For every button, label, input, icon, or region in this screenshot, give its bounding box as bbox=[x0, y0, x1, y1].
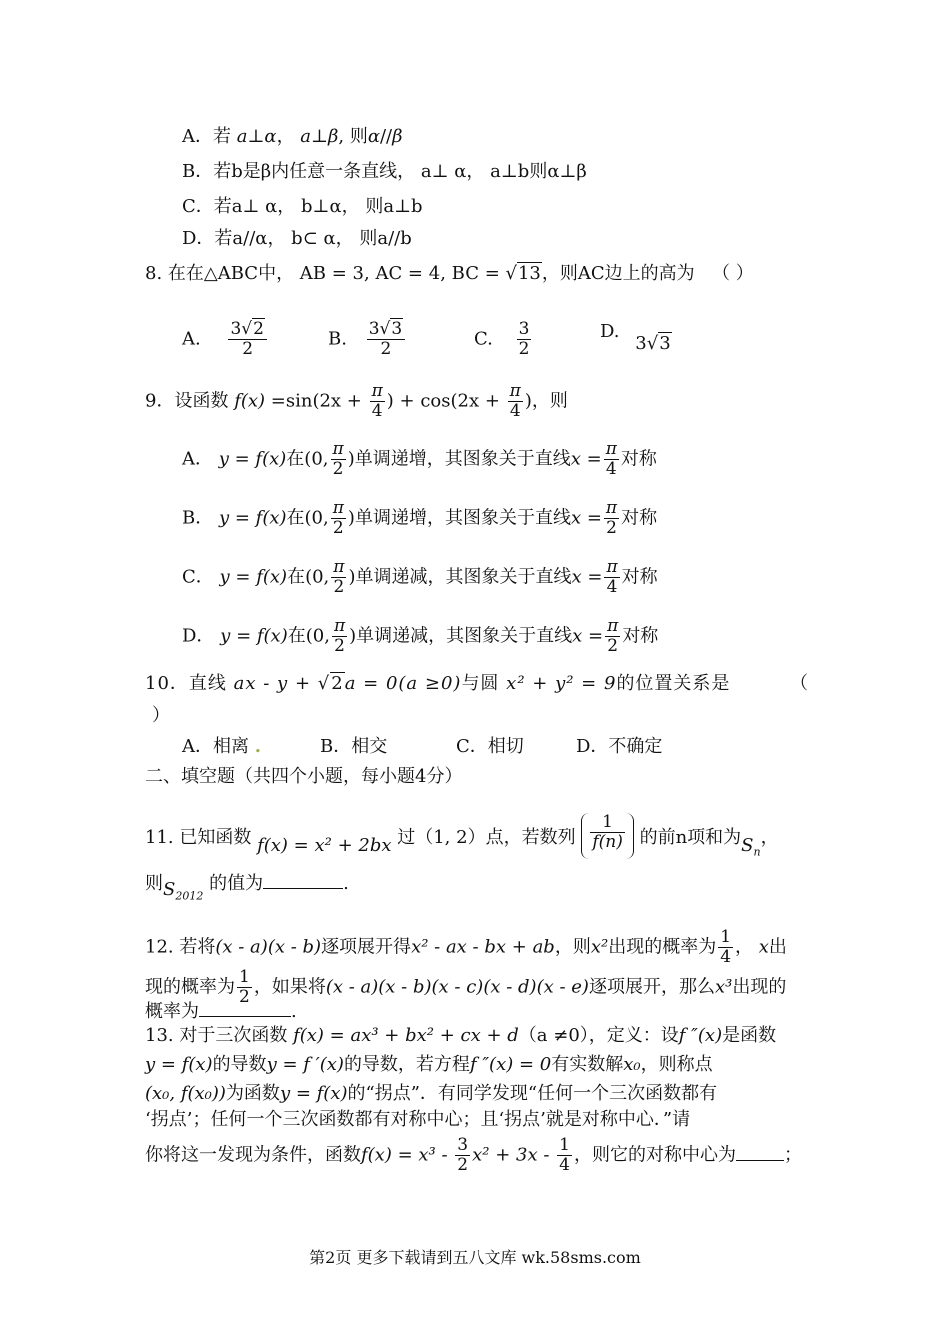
q10-option-b: B．相交 bbox=[320, 736, 388, 757]
q8-stem: 8. 在在△ABC中， AB = 3, AC = 4, BC = √13，则AC边上的高为 bbox=[145, 263, 695, 284]
q13-answer-blank[interactable] bbox=[736, 1160, 784, 1161]
q8-option-c: C. $\frac{3}{2}$ bbox=[474, 319, 530, 359]
q12-line2: 现的概率为 $\frac{1}{2}$ ，如果将(x - a)(x - b)(x - c)(x - d)(x - e)逐项展开，那么x³出现的 bbox=[145, 967, 787, 1007]
q12-line3: 概率为 . bbox=[145, 1001, 297, 1022]
q9-option-a: A． y = f(x)在(0, $\frac{\pi}{2}$ )单调递增，其图象关于直线x = $\frac{\pi}{4}$ 对称 bbox=[182, 439, 657, 479]
q10-option-c: C．相切 bbox=[456, 736, 524, 757]
q7-option-a: A．若 a⊥α， a⊥β, 则α//β bbox=[182, 126, 403, 147]
q13-line5: 你将这一发现为条件，函数f(x) = x³ - $\frac{3}{2}$ x² + 3x - $\frac{1}{4}$ ，则它的对称中心为 ； bbox=[145, 1135, 802, 1175]
q11-line1: 11. 已知函数 f(x) = x² + 2bx 过（1, 2）点，若数列 $\frac{1}{f(n)}$ 的前n项和为$S_n$， bbox=[145, 812, 779, 859]
q8-option-a: A. $\frac{3√2}{2}$ bbox=[182, 320, 269, 359]
q10-paren-close: ） bbox=[152, 705, 170, 726]
q12-line1: 12. 若将(x - a)(x - b)逐项展开得x² - ax - bx + ab，则x²出现的概率为 $\frac{1}{4}$ ， x出 bbox=[145, 927, 787, 967]
q13-line4: ‘拐点’；任何一个三次函数都有对称中心；且‘拐点’就是对称中心．”请 bbox=[145, 1109, 691, 1130]
q9-option-b: B． y = f(x)在(0, $\frac{\pi}{2}$ )单调递增，其图象关于直线x = $\frac{\pi}{2}$ 对称 bbox=[182, 498, 658, 538]
page-footer: 第2页 更多下载请到五八文库 wk.58sms.com bbox=[309, 1248, 641, 1267]
q9-option-c: C． y = f(x)在(0, $\frac{\pi}{2}$ )单调递减，其图象关于直线x = $\frac{\pi}{4}$ 对称 bbox=[182, 557, 658, 597]
q8-option-b: B. $\frac{3√3}{2}$ bbox=[328, 320, 407, 359]
q10-paren-open: （ bbox=[790, 673, 808, 694]
q11-answer-blank[interactable] bbox=[263, 888, 343, 889]
q7-option-c: C．若a⊥ α， b⊥α， 则a⊥b bbox=[182, 196, 423, 217]
stray-dot: . bbox=[254, 736, 262, 757]
q9-option-d: D． y = f(x)在(0, $\frac{\pi}{2}$ )单调递减，其图象关于直线x = $\frac{\pi}{2}$ 对称 bbox=[182, 616, 659, 656]
section-heading: 二、填空题（共四个小题，每小题4分） bbox=[145, 766, 463, 787]
q10-option-a: A．相离 . bbox=[182, 736, 262, 757]
q7-option-b: B．若b是β内任意一条直线， a⊥ α， a⊥b则α⊥β bbox=[182, 161, 587, 182]
q11-line2: 则$S_{2012}$ 的值为 . bbox=[145, 873, 349, 903]
q10-stem: 10．直线 ax - y + √2a = 0(a ≥0)与圆 x² + y² = 9的位置关系是 bbox=[145, 673, 731, 694]
q13-line1: 13. 对于三次函数 f(x) = ax³ + bx² + cx + d（a ≠0），定义：设f ″(x)是函数 bbox=[145, 1025, 777, 1046]
q9-stem: 9．设函数 f(x) =sin(2x + $\frac{\pi}{4}$ ) + cos(2x + $\frac{\pi}{4}$ )，则 bbox=[145, 381, 568, 421]
q7-option-d: D．若a//α， b⊂ α， 则a//b bbox=[182, 228, 412, 249]
q13-line2: y = f(x)的导数y = f ′(x)的导数，若方程f ″(x) = 0有实数解x₀，则称点 bbox=[145, 1054, 713, 1075]
q8-option-d: D. 3√3 bbox=[600, 321, 671, 354]
q8-paren: （ ） bbox=[712, 263, 754, 284]
q10-option-d: D．不确定 bbox=[576, 736, 663, 757]
q13-line3: (x₀, f(x₀))为函数y = f(x)的“拐点”．有同学发现“任何一个三次函数都有 bbox=[145, 1083, 718, 1104]
q12-answer-blank[interactable] bbox=[199, 1016, 291, 1017]
